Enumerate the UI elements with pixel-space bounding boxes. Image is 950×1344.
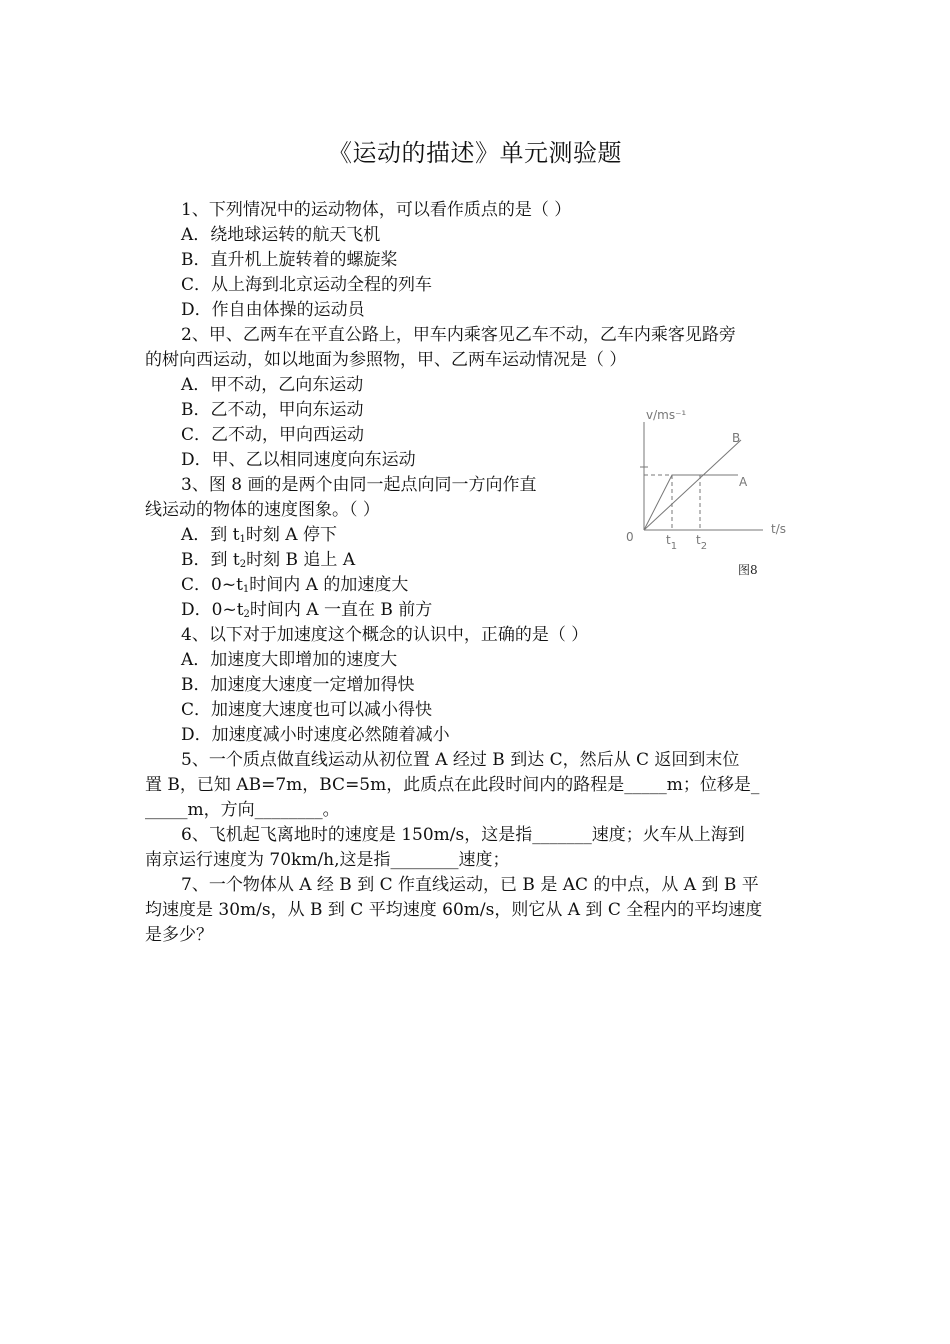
q5-line3: _____m，方向________。: [145, 800, 340, 820]
q3-option-d: D．$0\sim t_2$时间内 A 一直在 B 前方: [181, 600, 433, 620]
q4-option-b: B．加速度大速度一定增加得快: [181, 675, 415, 695]
q6-line1: 6、飞机起飞离地时的速度是 150m/s，这是指_______速度；火车从上海到: [181, 825, 745, 845]
q4-stem: 4、以下对于加速度这个概念的认识中，正确的是（ ）: [181, 625, 589, 645]
q4-option-a: A．加速度大即增加的速度大: [181, 650, 398, 670]
t2-label: $t_2$: [696, 533, 708, 552]
page-title: 《运动的描述》单元测验题: [328, 139, 622, 167]
q1-option-a: A．绕地球运转的航天飞机: [181, 225, 381, 245]
q5-line1: 5、一个质点做直线运动从初位置 A 经过 B 到达 C，然后从 C 返回到末位: [181, 750, 740, 770]
q2-option-a: A．甲不动，乙向东运动: [181, 375, 364, 395]
q2-stem-line1: 2、甲、乙两车在平直公路上，甲车内乘客见乙车不动，乙车内乘客见路旁: [181, 325, 736, 345]
q4-option-c: C．加速度大速度也可以减小得快: [181, 700, 433, 720]
q2-option-d: D．甲、乙以相同速度向东运动: [181, 450, 416, 470]
v-axis-label: v/ms⁻¹: [646, 408, 687, 422]
q2-option-b: B．乙不动，甲向东运动: [181, 400, 364, 420]
q1-option-c: C．从上海到北京运动全程的列车: [181, 275, 433, 295]
line-a-label: A: [739, 475, 748, 489]
q3-stem-line2: 线运动的物体的速度图象。（ ）: [145, 500, 380, 520]
q2-option-c: C．乙不动，甲向西运动: [181, 425, 365, 445]
q7-line3: 是多少？: [145, 925, 213, 945]
t-axis-label: t/s: [771, 522, 786, 536]
q1-option-b: B．直升机上旋转着的螺旋桨: [181, 250, 398, 270]
q7-line2: 均速度是 30m/s，从 B 到 C 平均速度 60m/s，则它从 A 到 C 全程内的平均速度: [145, 900, 763, 920]
q2-stem-line2: 的树向西运动，如以地面为参照物，甲、乙两车运动情况是（ ）: [145, 350, 627, 370]
line-b: [644, 440, 741, 530]
velocity-time-graph: [618, 402, 808, 582]
line-b-label: B: [732, 431, 741, 445]
origin-label: 0: [626, 530, 634, 544]
q3-stem-line1: 3、图 8 画的是两个由同一起点向同一方向作直: [181, 475, 537, 495]
t1-label: $t_1$: [666, 533, 678, 552]
q6-line2: 南京运行速度为 70km/h,这是指________速度；: [145, 850, 510, 870]
q7-line1: 7、一个物体从 A 经 B 到 C 作直线运动，已 B 是 AC 的中点，从 A 到 B 平: [181, 875, 759, 895]
q1-option-d: D．作自由体操的运动员: [181, 300, 365, 320]
q5-line2: 置 B，已知 AB=7m，BC=5m，此质点在此段时间内的路程是_____m；位移是_: [145, 775, 760, 795]
line-a: [644, 475, 738, 530]
q3-option-c: C．$0\sim t_1$时间内 A 的加速度大: [181, 575, 409, 595]
figure-caption: 图8: [738, 563, 758, 577]
q4-option-d: D．加速度减小时速度必然随着减小: [181, 725, 450, 745]
q3-option-b: B．到 $t_2$时刻 B 追上 A: [181, 550, 356, 570]
q3-option-a: A．到 $t_1$时刻 A 停下: [181, 525, 337, 545]
q1-stem: 1、下列情况中的运动物体，可以看作质点的是（ ）: [181, 200, 572, 220]
